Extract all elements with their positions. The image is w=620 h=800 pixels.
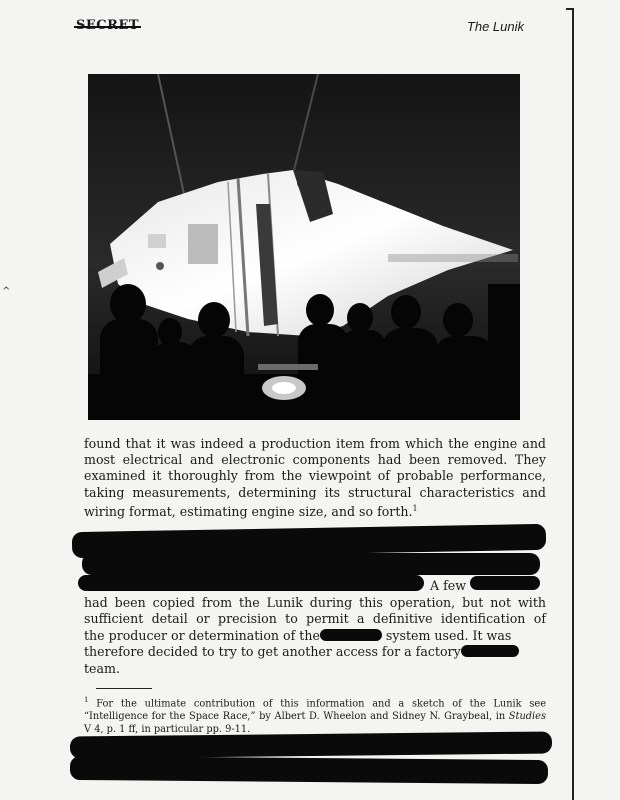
lunik-photo-image	[88, 74, 520, 420]
redaction-block	[82, 553, 540, 575]
footnote-marker: 1	[84, 696, 89, 704]
footnote	[84, 694, 546, 736]
running-head: The Lunik	[466, 19, 524, 34]
footnote-ref-1: 1	[412, 503, 418, 513]
inline-redaction	[461, 645, 519, 657]
paragraph-1	[84, 436, 546, 520]
paragraph-2-fragment: A few	[430, 578, 466, 593]
paragraph-1-text: found that it was indeed a production item from which the engine and most electrical and electronic components had been removed. They examined it thoroughly from the viewpoint of probable performance, taking measurements, determining its structural characteristics and wiring format, estimating engine size, and so forth.	[84, 436, 546, 519]
redaction-block	[70, 756, 548, 784]
classification-strikeout	[74, 26, 141, 28]
margin-mark: ^	[2, 286, 11, 297]
page-edge-tick	[566, 8, 574, 10]
inline-redaction	[320, 629, 382, 641]
lunik-photograph	[88, 74, 520, 420]
footnote-rule	[96, 688, 152, 689]
footnote-text-c: V 4, p. 1 ff, in particular pp. 9-11.	[84, 724, 251, 736]
paragraph-2-line: therefore decided to try to get another access for a factory	[84, 644, 546, 661]
paragraph-2-line: had been copied from the Lunik during this operation, but not with	[84, 594, 546, 610]
paragraph-2-line: the producer or determination of the system used. It was	[84, 627, 512, 643]
paragraph-2	[84, 578, 546, 677]
redaction-block	[70, 731, 552, 758]
classification-stamp	[76, 18, 139, 33]
paragraph-2-line: team.	[84, 660, 120, 676]
footnote-journal: Studies	[508, 711, 546, 723]
paragraph-2-line: sufficient detail or precision to permit a definitive identification of	[84, 611, 546, 626]
footnote-text-a: For the ultimate contribution of this information and a sketch of the Lunik see “Intelligence for the Space Race,” by Albert D. Wheelon and Sidney N. Graybeal, in	[84, 698, 546, 723]
page-edge-rule	[572, 8, 574, 800]
